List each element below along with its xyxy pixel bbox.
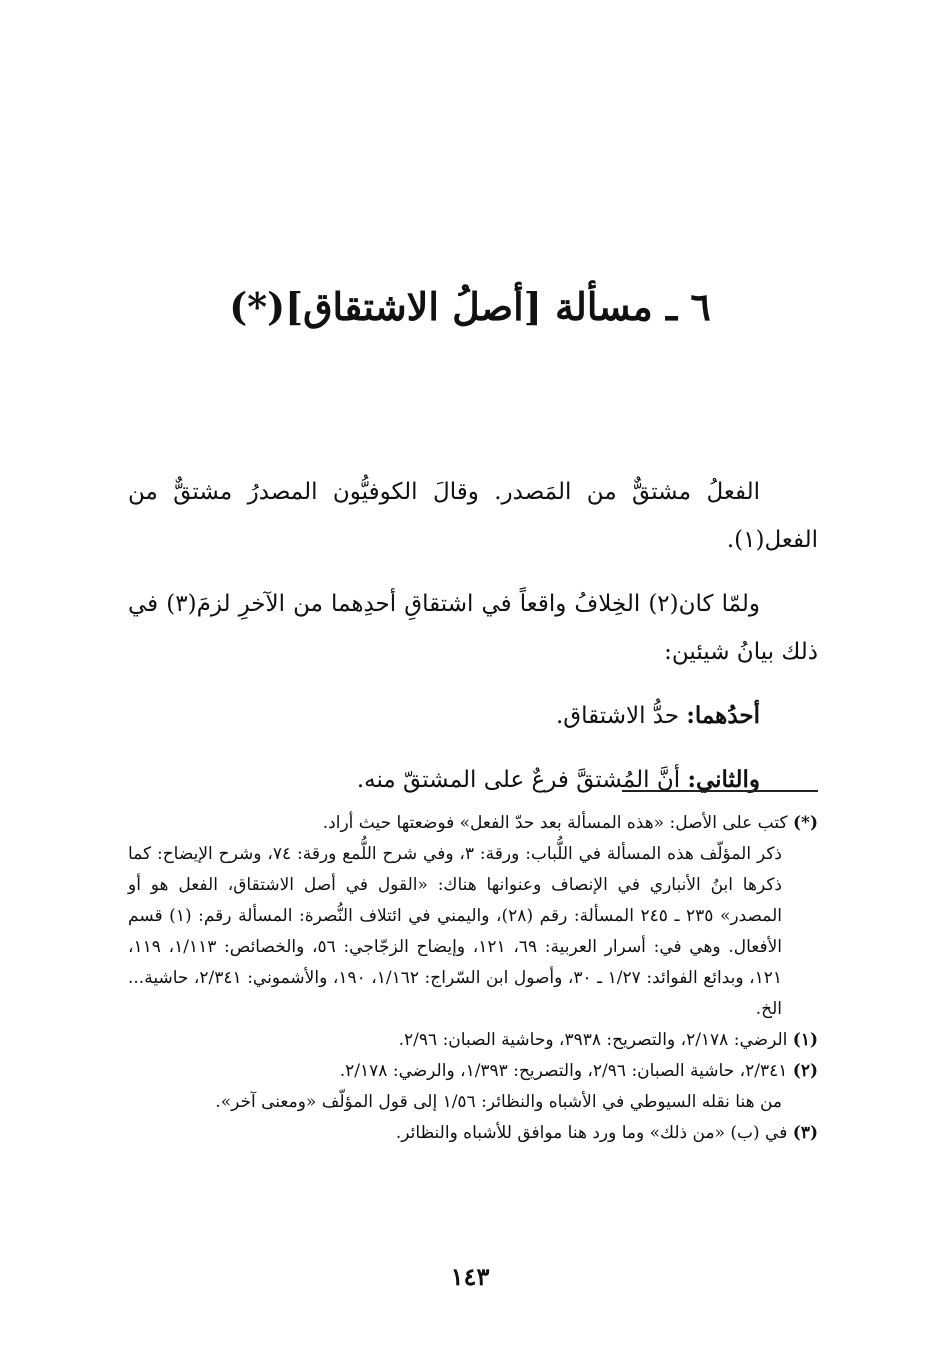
point-first bbox=[128, 692, 818, 740]
footnote-2 bbox=[128, 1056, 818, 1087]
point-second bbox=[128, 756, 818, 804]
footnote-1-text: الرضي: ٢/١٧٨، والتصريح: ٣٩٣٨، وحاشية الصبان: ٢/٩٦. bbox=[398, 1030, 788, 1050]
paragraph-2: ولمّا كان(٢) الخِلافُ واقعاً في اشتقاقِ أحدِهما من الآخرِ لزمَ(٣) في ذلك بيانُ شيئين: bbox=[128, 591, 818, 665]
footnote-1 bbox=[128, 1025, 818, 1056]
section-title: ٦ ـ مسألة [أصلُ الاشتقاق](*) bbox=[229, 284, 711, 329]
footnote-star bbox=[128, 808, 818, 839]
point-first-text: حدُّ الاشتقاق. bbox=[555, 703, 680, 729]
footnote-2-text: ٢/٣٤١، حاشية الصبان: ٢/٩٦، والتصريح: ١/٣٩٣، والرضي: ٢/١٧٨. bbox=[339, 1061, 788, 1081]
footnotes bbox=[128, 808, 818, 1149]
page-number: ١٤٣ bbox=[450, 1262, 490, 1291]
point-second-text: أنَّ المُشتقَّ فرعٌ على المشتقّ منه. bbox=[356, 767, 681, 793]
footnote-2-continuation: من هنا نقله السيوطي في الأشباه والنظائر: ١/٥٦ إلى قول المؤلّف «ومعنى آخر». bbox=[215, 1092, 782, 1112]
footnote-3-mark: (٣) bbox=[792, 1123, 818, 1143]
footnote-3-text: في (ب) «من ذلك» وما ورد هنا موافق للأشباه والنظائر. bbox=[395, 1123, 788, 1143]
footnote-3 bbox=[128, 1118, 818, 1149]
footnote-star-mark: (*) bbox=[793, 813, 818, 833]
point-second-label: والثاني: bbox=[687, 766, 760, 793]
footnote-star-text: كتب على الأصل: «هذه المسألة بعد حدّ الفعل» فوضعتها حيث أراد. bbox=[322, 813, 788, 833]
footnote-1-mark: (١) bbox=[792, 1030, 818, 1050]
footnote-2-mark: (٢) bbox=[792, 1061, 818, 1081]
paragraph-1: الفعلُ مشتقٌّ من المَصدر. وقالَ الكوفيُّون المصدرُ مشتقٌّ من الفعل(١). bbox=[128, 479, 818, 553]
footnote-divider bbox=[622, 790, 818, 792]
footnote-star-continuation: ذكر المؤلّف هذه المسألة في اللُّباب: ورقة: ٣، وفي شرح اللُّمع ورقة: ٧٤، وشرح الإيضاح: كما ذكرها ابنُ الأنباري في الإنصاف وعنوانها هناك: «القول في أصل الاشتقاق، الفعل هو أو المصدر» ٢٣٥ ـ ٢٤٥ المسألة: رقم (٢٨)، واليمني في ائتلاف النُّصرة: المسألة رقم: (١) قسم الأفعال. وهي في: أسرار العربية: ٦٩، ١٢١، وإيضاح الزجّاجي: ٥٦، والخصائص: ١/١١٣، ١١٩، ١٢١، وبدائع الفوائد: ١/٢٧ ـ ٣٠، وأصول ابن السّراج: ١/١٦٢، ١٩٠، والأشموني: ٢/٣٤١، حاشية... الخ. bbox=[128, 844, 783, 1019]
point-first-label: أحدُهما: bbox=[686, 702, 760, 729]
main-text bbox=[128, 468, 818, 804]
